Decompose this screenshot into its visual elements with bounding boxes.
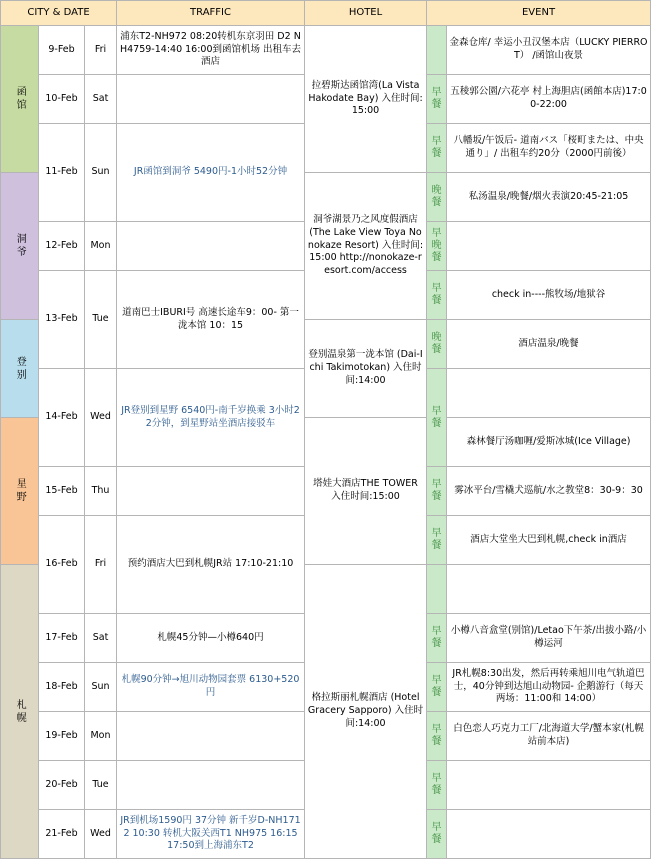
traffic-cell <box>117 761 305 810</box>
city-noboribetsu: 登别 <box>1 320 39 418</box>
header-city-date: CITY & DATE <box>1 1 117 26</box>
event-cell <box>447 565 651 614</box>
traffic-cell <box>117 712 305 761</box>
event-cell: 金森仓库/ 幸运小丑汉堡本店（LUCKY PIERROT） /函馆山夜景 <box>447 26 651 75</box>
event-cell: 酒店大堂坐大巴到札幌,check in酒店 <box>447 516 651 565</box>
event-cell: check in----熊牧场/地狱谷 <box>447 271 651 320</box>
event-cell: 小樽八音盒堂(别馆)/Letao下午茶/出拔小路/小樽运河 <box>447 614 651 663</box>
city-hoshino: 星野 <box>1 418 39 565</box>
dow-cell: Fri <box>85 516 117 614</box>
meal-cell: 早餐 <box>427 614 447 663</box>
event-cell: 五稜郭公園/六花亭 村上海胆店(函館本店)17:00-22:00 <box>447 75 651 124</box>
date-cell: 10-Feb <box>39 75 85 124</box>
date-cell: 15-Feb <box>39 467 85 516</box>
dow-cell: Sun <box>85 663 117 712</box>
traffic-cell: 预约酒店大巴到札幌JR站 17:10-21:10 <box>117 516 305 614</box>
hotel-hoshino: 塔娃大酒店THE TOWER 入住时间:15:00 <box>305 418 427 565</box>
meal-cell <box>427 565 447 614</box>
meal-cell: 早餐 <box>427 663 447 712</box>
header-traffic: TRAFFIC <box>117 1 305 26</box>
event-cell <box>447 222 651 271</box>
meal-cell: 晚餐 <box>427 320 447 369</box>
meal-cell: 早餐 <box>427 124 447 173</box>
traffic-cell: 札幌90分钟→旭川动物园套票 6130+520円 <box>117 663 305 712</box>
meal-cell: 早餐 <box>427 810 447 859</box>
traffic-cell: 浦东T2-NH972 08:20转机东京羽田 D2 NH4759-14:40 16:00到函馆机场 出租车去酒店 <box>117 26 305 75</box>
meal-cell: 早餐 <box>427 75 447 124</box>
event-cell: 雾冰平台/雪橇犬巡航/水之教堂8：30-9：30 <box>447 467 651 516</box>
meal-cell: 早餐 <box>427 712 447 761</box>
dow-cell: Fri <box>85 26 117 75</box>
hotel-toya: 洞爷湖景乃之风度假酒店 (The Lake View Toya Nonokaze Resort) 入住时间:15:00 http://nonokaze-resort.com/access <box>305 173 427 320</box>
traffic-cell <box>117 467 305 516</box>
traffic-cell <box>117 222 305 271</box>
meal-cell: 早餐 <box>427 761 447 810</box>
traffic-cell <box>117 75 305 124</box>
city-sapporo: 札幌 <box>1 565 39 859</box>
dow-cell: Thu <box>85 467 117 516</box>
meal-cell: 早餐 <box>427 369 447 467</box>
header-hotel: HOTEL <box>305 1 427 26</box>
meal-cell: 早餐 <box>427 467 447 516</box>
city-toya: 洞爷 <box>1 173 39 320</box>
hotel-sapporo: 格拉斯丽札幌酒店 (Hotel Gracery Sapporo) 入住时间:14:00 <box>305 565 427 859</box>
event-cell <box>447 810 651 859</box>
meal-cell: 早晚餐 <box>427 222 447 271</box>
date-cell: 17-Feb <box>39 614 85 663</box>
event-cell: 私汤温泉/晚餐/烟火表演20:45-21:05 <box>447 173 651 222</box>
dow-cell: Wed <box>85 369 117 467</box>
table-row <box>1 26 651 75</box>
dow-cell: Mon <box>85 222 117 271</box>
date-cell: 16-Feb <box>39 516 85 614</box>
traffic-cell: JR函馆到洞爷 5490円-1小时52分钟 <box>117 124 305 222</box>
event-cell: JR札幌8:30出发，然后再转乘旭川电气轨道巴士，40分钟到达旭山动物园- 企鹅游行（每天两场：11:00和 14:00） <box>447 663 651 712</box>
date-cell: 14-Feb <box>39 369 85 467</box>
event-cell: 酒店温泉/晚餐 <box>447 320 651 369</box>
date-cell: 21-Feb <box>39 810 85 859</box>
meal-cell: 晚餐 <box>427 173 447 222</box>
dow-cell: Wed <box>85 810 117 859</box>
date-cell: 18-Feb <box>39 663 85 712</box>
date-cell: 19-Feb <box>39 712 85 761</box>
event-cell <box>447 761 651 810</box>
date-cell: 9-Feb <box>39 26 85 75</box>
event-cell: 八幡坂/午饭后- 道南バス「桜町または、中央通り」/ 出租车约20分（2000円前後） <box>447 124 651 173</box>
hotel-hakodate: 拉碧斯达函馆湾(La Vista Hakodate Bay) 入住时间:15:00 <box>305 26 427 173</box>
hotel-noboribetsu: 登别温泉第一泷本馆 (Dai-Ichi Takimotokan) 入住时间:14:00 <box>305 320 427 418</box>
event-cell <box>447 369 651 418</box>
event-cell: 白色恋人巧克力工厂/北海道大学/蟹本家(札幌站前本店) <box>447 712 651 761</box>
dow-cell: Sun <box>85 124 117 222</box>
dow-cell: Sat <box>85 75 117 124</box>
date-cell: 20-Feb <box>39 761 85 810</box>
dow-cell: Tue <box>85 271 117 369</box>
date-cell: 12-Feb <box>39 222 85 271</box>
meal-cell <box>427 26 447 75</box>
traffic-cell: JR到机场1590円 37分钟 新千岁D-NH1712 10:30 转机大阪关西T1 NH975 16:15 17:50到上海浦东T2 <box>117 810 305 859</box>
dow-cell: Mon <box>85 712 117 761</box>
traffic-cell: 札幌45分钟—小樽640円 <box>117 614 305 663</box>
traffic-cell: JR登别到星野 6540円-南千岁换乘 3小时22分钟，到星野站坐酒店接驳车 <box>117 369 305 467</box>
header-event: EVENT <box>427 1 651 26</box>
date-cell: 13-Feb <box>39 271 85 369</box>
dow-cell: Tue <box>85 761 117 810</box>
event-cell: 森林餐厅汤咖喱/爱斯冰城(Ice Village) <box>447 418 651 467</box>
meal-cell: 早餐 <box>427 271 447 320</box>
traffic-cell: 道南巴士IBURI号 高速长途车9：00- 第一泷本馆 10：15 <box>117 271 305 369</box>
meal-cell: 早餐 <box>427 516 447 565</box>
date-cell: 11-Feb <box>39 124 85 222</box>
dow-cell: Sat <box>85 614 117 663</box>
city-hakodate: 函馆 <box>1 26 39 173</box>
